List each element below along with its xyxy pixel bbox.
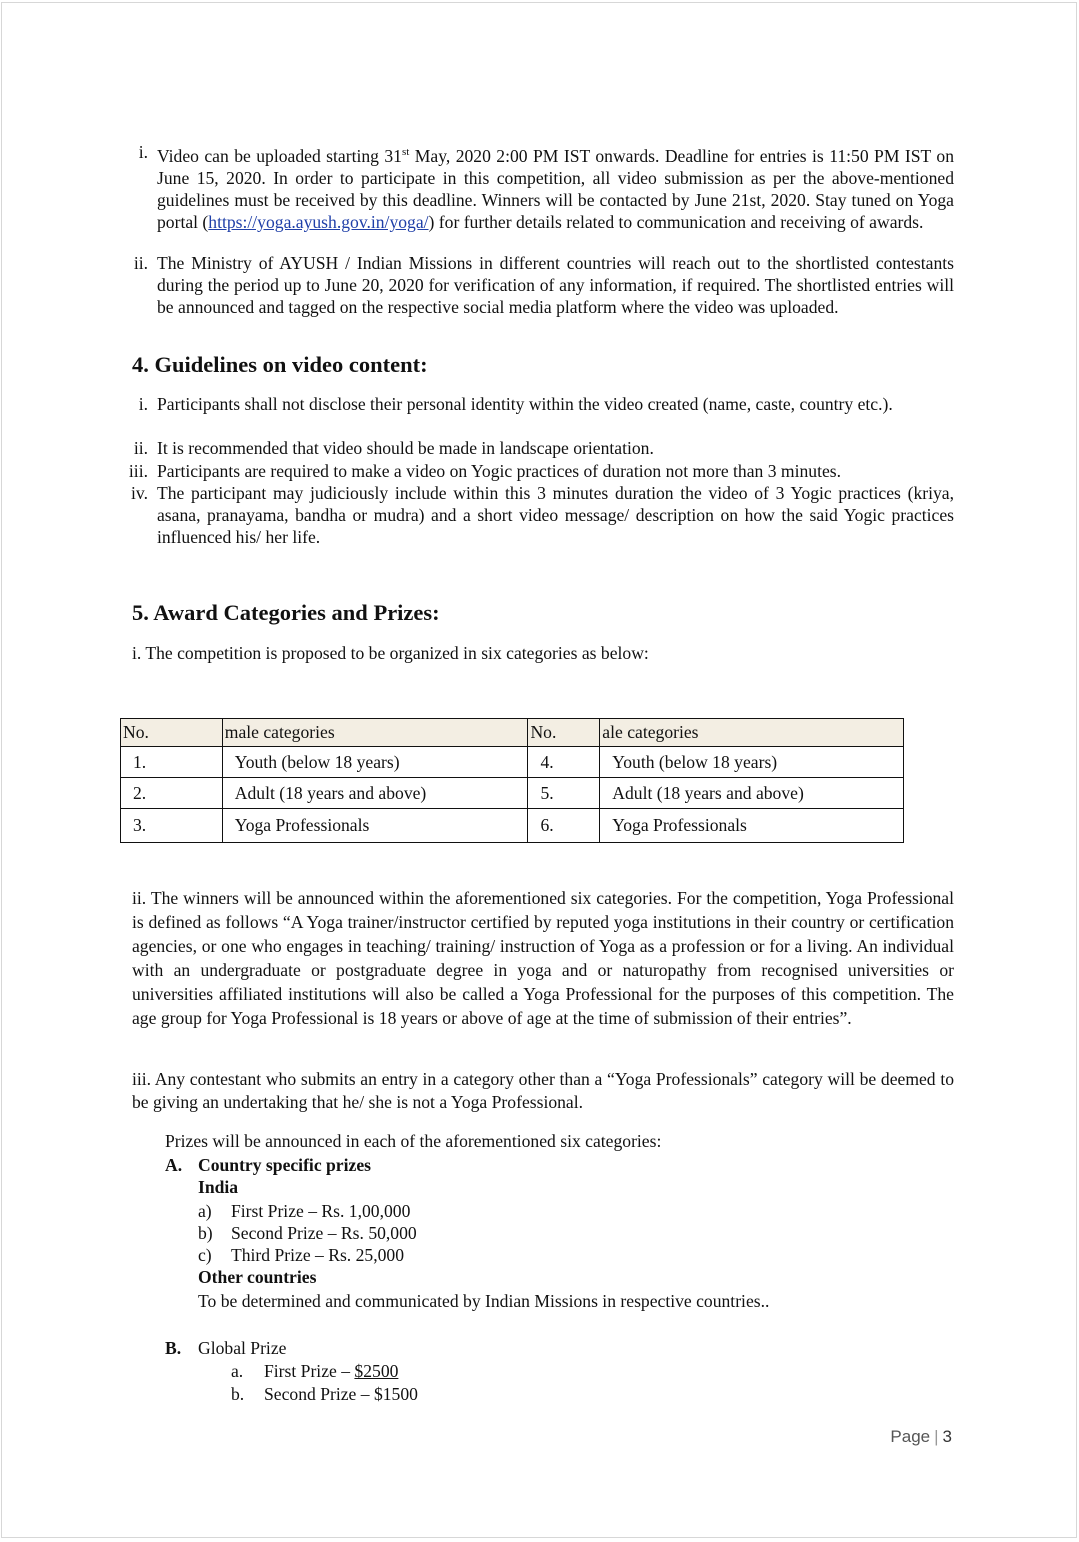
document-page bbox=[1, 2, 1077, 1538]
prize-label: A. bbox=[165, 1155, 183, 1175]
table-header-cell: No. bbox=[528, 719, 600, 747]
table-cell: 3. bbox=[121, 809, 223, 843]
prize-label: B. bbox=[165, 1338, 182, 1358]
list-number: iv. bbox=[131, 483, 148, 503]
table-cell: Youth (below 18 years) bbox=[600, 747, 904, 778]
list-item: Participants are required to make a video on Yogic practices of duration not more than 3 minutes. bbox=[157, 461, 842, 481]
section-heading: 5. Award Categories and Prizes: bbox=[132, 600, 440, 625]
list-item: First Prize – $2500 bbox=[264, 1361, 399, 1381]
prize-note: To be determined and communicated by Indian Missions in respective countries.. bbox=[198, 1291, 770, 1311]
paragraph: ii. The winners will be announced within the aforementioned six categories. For the competition, Yoga Professional is defined as follows “A Yoga trainer/instructor certified by reputed yoga institutions in their country or certification agencies, or one who engages in teaching/ training/ instruction of Yoga as a profession or for a living. An individual with an undergraduate or postgraduate degree in yoga and or naturopathy from recognised universities or universities affiliated institutions will also be called a Yoga Professional for the purposes of this competition. The age group for Yoga Professional is 18 years or above of age at the time of submission of their entries”. bbox=[132, 888, 954, 1028]
table-header-cell: ale categories bbox=[600, 719, 904, 747]
table-cell: 4. bbox=[528, 747, 600, 778]
paragraph: iii. Any contestant who submits an entry in a category other than a “Yoga Professionals” category will be deemed to be giving an undertaking that he/ she is not a Yoga Professional. bbox=[132, 1069, 954, 1112]
section-intro: i. The competition is proposed to be organized in six categories as below: bbox=[132, 643, 649, 663]
list-item: It is recommended that video should be made in landscape orientation. bbox=[157, 438, 654, 458]
list-marker: c) bbox=[198, 1245, 212, 1265]
list-item: Second Prize – Rs. 50,000 bbox=[231, 1223, 417, 1243]
table-row bbox=[121, 747, 904, 778]
table-header-cell: No. bbox=[121, 719, 223, 747]
table-row bbox=[121, 778, 904, 809]
list-item: Second Prize – $1500 bbox=[264, 1384, 418, 1404]
prize-group-title: Global Prize bbox=[198, 1338, 287, 1358]
list-number: i. bbox=[138, 394, 148, 414]
table-header-row bbox=[121, 719, 904, 747]
list-marker: b. bbox=[231, 1384, 245, 1404]
table-cell: Yoga Professionals bbox=[222, 809, 528, 843]
table-cell: 1. bbox=[121, 747, 223, 778]
list-item: The Ministry of AYUSH / Indian Missions in different countries will reach out to the shortlisted contestants during the period up to June 20, 2020 for verification of any information, if required. The shortlisted entries will be announced and tagged on the respective social media platform where the video was uploaded. bbox=[157, 253, 954, 317]
table-row bbox=[121, 809, 904, 843]
list-marker: b) bbox=[198, 1223, 213, 1243]
table-cell: Adult (18 years and above) bbox=[222, 778, 528, 809]
list-item: The participant may judiciously include within this 3 minutes duration the video of 3 Yogic practices (kriya, asana, pranayama, bandha or mudra) and a short video message/ description on how the said Yogic practices influenced his/ her life. bbox=[157, 483, 954, 547]
prize-subtitle: India bbox=[198, 1177, 239, 1197]
table-cell: Youth (below 18 years) bbox=[222, 747, 528, 778]
prize-subtitle: Other countries bbox=[198, 1267, 317, 1287]
list-number: i. bbox=[138, 142, 148, 162]
list-number: ii. bbox=[133, 253, 148, 273]
table-header-cell: male categories bbox=[222, 719, 528, 747]
table-cell: Adult (18 years and above) bbox=[600, 778, 904, 809]
table-cell: 6. bbox=[528, 809, 600, 843]
list-item: Participants shall not disclose their personal identity within the video created (name, caste, country etc.). bbox=[157, 394, 893, 414]
table-cell: 5. bbox=[528, 778, 600, 809]
prize-group-title: Country specific prizes bbox=[198, 1155, 371, 1175]
table-cell: 2. bbox=[121, 778, 223, 809]
prizes-intro: Prizes will be announced in each of the aforementioned six categories: bbox=[165, 1131, 662, 1151]
yoga-portal-link[interactable]: https://yoga.ayush.gov.in/yoga/ bbox=[208, 211, 429, 232]
section-heading: 4. Guidelines on video content: bbox=[132, 352, 428, 377]
list-marker: a) bbox=[198, 1201, 212, 1221]
list-marker: a. bbox=[231, 1361, 244, 1381]
list-number: iii. bbox=[128, 461, 148, 481]
table-cell: Yoga Professionals bbox=[600, 809, 904, 843]
list-item: First Prize – Rs. 1,00,000 bbox=[231, 1201, 411, 1221]
categories-table bbox=[120, 718, 904, 843]
list-item: Third Prize – Rs. 25,000 bbox=[231, 1245, 404, 1265]
list-number: ii. bbox=[133, 438, 148, 458]
page-number: Page | 3 bbox=[890, 1427, 952, 1446]
list-item: Video can be uploaded starting 31st May, 2020 2:00 PM IST onwards. Deadline for entries is 11:50 PM IST on June 15, 2020. In order to participate in this competition, all video submission as per the above-mentioned guidelines must be received by this deadline. Winners will be contacted by June 21st, 2020. Stay tuned on Yoga portal (https://yoga.ayush.gov.in/yoga/) for further details related to communication and receiving of awards. bbox=[157, 145, 955, 232]
